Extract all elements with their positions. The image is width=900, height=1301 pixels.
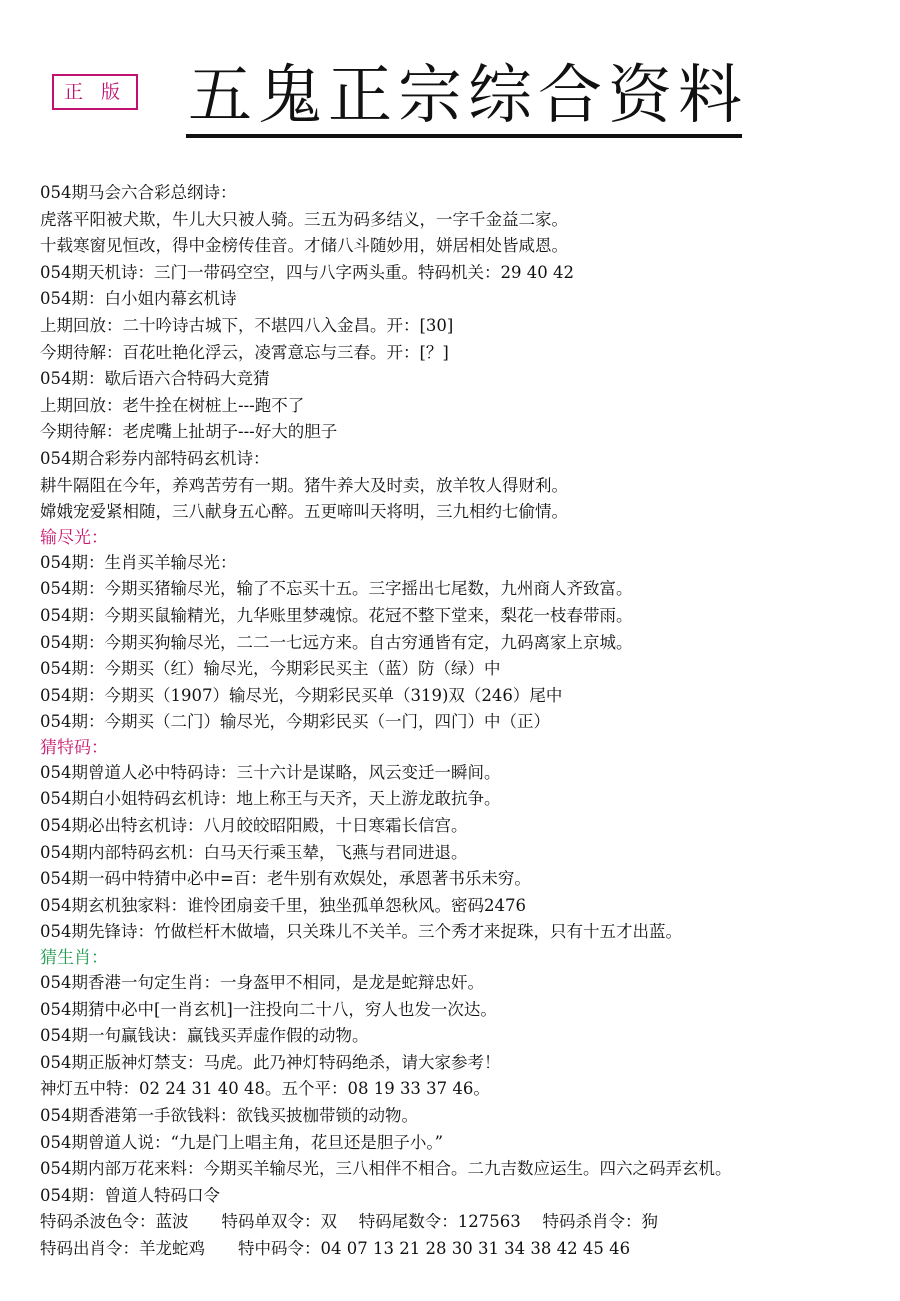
text-line: 054期马会六合彩总纲诗： [40, 183, 237, 202]
document-body [40, 180, 890, 1263]
text-line: 054期：今期买狗输尽光，二二一七远方来。自古穷通皆有定，九码离家上京城。 [40, 632, 633, 652]
block-guess-zodiac [40, 970, 890, 1263]
text-line: 054期：歇后语六合特码大竞猜 [40, 369, 270, 389]
section-heading-guess-code: 猜特码： [40, 737, 108, 758]
text-line: 054期香港第一手欲钱料：欲钱买披枷带锁的动物。 [40, 1106, 418, 1125]
text-line: 054期：今期买（二门）输尽光，今期彩民买（一门，四门）中（正） [40, 712, 550, 732]
text-line: 054期：今期买鼠输精光，九华账里梦魂惊。花冠不整下堂来，梨花一枝春带雨。 [40, 605, 633, 625]
text-line: 054期天机诗：三门一带码空空，四与八字两头重。特码机关：29 40 42 [40, 262, 574, 282]
text-line: 054期先锋诗：竹做栏杆木做墙，只关珠儿不关羊。三个秀才来捉珠，只有十五才出蓝。 [40, 922, 682, 942]
text-line: 054期内部万花来料：今期买羊输尽光，三八相伴不相合。二九吉数应运生。四六之码弄玄机。 [40, 1159, 732, 1179]
page-title: 五鬼正宗综合资料 [188, 59, 748, 133]
text-line: 054期曾道人必中特码诗：三十六计是谋略，风云变迁一瞬间。 [40, 762, 501, 782]
text-line: 054期内部特码玄机：白马天行乘玉辇，飞燕与君同进退。 [40, 842, 468, 862]
text-line: 今期待解：老虎嘴上扯胡子---好大的胆子 [40, 422, 338, 442]
text-line: 嫦娥宠爱紧相随，三八献身五心醉。五更啼叫天将明，三九相约七偷情。 [40, 502, 568, 522]
text-line: 054期一句赢钱诀：赢钱买弄虚作假的动物。 [40, 1026, 369, 1046]
text-line: 054期：今期买（1907）输尽光，今期彩民买单（319)双（246）尾中 [40, 685, 563, 705]
section-heading-lose-all: 输尽光： [40, 527, 108, 548]
block-lose-all [40, 550, 890, 736]
text-line: 054期白小姐特码玄机诗：地上称王与天齐，天上游龙敢抗争。 [40, 789, 501, 809]
text-line: 054期：白小姐内幕玄机诗 [40, 289, 237, 309]
text-line: 054期：生肖买羊输尽光： [40, 552, 237, 572]
section-heading-guess-zodiac: 猜生肖： [40, 948, 108, 969]
text-line: 特码杀波色令：蓝波 特码单双令：双 特码尾数令：127563 特码杀肖令：狗 [40, 1212, 658, 1232]
text-line: 上期回放：老牛拴在树桩上---跑不了 [40, 395, 305, 415]
block-poems [40, 180, 890, 526]
text-line: 054期一码中特猜中必中=百：老牛别有欢娱处，承恩著书乐未穷。 [40, 869, 531, 889]
text-line: 054期：曾道人特码口令 [40, 1185, 220, 1205]
block-guess-code [40, 760, 890, 946]
text-line: 054期正版神灯禁支：马虎。此乃神灯特码绝杀，请大家参考！ [40, 1052, 501, 1072]
text-line: 054期曾道人说：“九是门上唱主角，花旦还是胆子小。” [40, 1132, 444, 1152]
text-line: 虎落平阳被犬欺，牛儿大只被人骑。三五为码多结义，一字千金益二家。 [40, 209, 568, 229]
title-underline [186, 134, 742, 138]
text-line: 耕牛隔阻在今年，养鸡苦劳有一期。猪牛养大及时卖，放羊牧人得财利。 [40, 475, 568, 495]
text-line: 054期：今期买（红）输尽光，今期彩民买主（蓝）防（绿）中 [40, 659, 501, 679]
text-line: 神灯五中特：02 24 31 40 48。五个平：08 19 33 37 46。 [40, 1079, 490, 1099]
text-line: 054期必出特玄机诗：八月皎皎昭阳殿，十日寒霜长信宫。 [40, 816, 468, 836]
text-line: 054期玄机独家料：谁怜团扇妾千里，独坐孤单怨秋风。密码2476 [40, 895, 526, 915]
text-line: 054期：今期买猪输尽光，输了不忘买十五。三字摇出七尾数，九州商人齐致富。 [40, 579, 633, 599]
text-line: 十载寒窗见恒改，得中金榜传佳音。才储八斗随妙用，姘居相处皆咸恩。 [40, 236, 568, 256]
text-line: 上期回放：二十吟诗古城下，不堪四八入金昌。开：[30] [40, 315, 454, 335]
authentic-badge: 正 版 [52, 74, 138, 110]
text-line: 今期待解：百花吐艳化浮云，凌霄意忘与三春。开：[？] [40, 342, 449, 362]
text-line: 特码出肖令：羊龙蛇鸡 特中码令：04 07 13 21 28 30 31 34 38 42 45 46 [40, 1238, 631, 1258]
text-line: 054期香港一句定生肖：一身盔甲不相同，是龙是蛇辩忠奸。 [40, 973, 484, 993]
text-line: 054期合彩券内部特码玄机诗： [40, 448, 270, 468]
text-line: 054期猜中必中[一肖玄机]一注投向二十八，穷人也发一次达。 [40, 999, 497, 1019]
